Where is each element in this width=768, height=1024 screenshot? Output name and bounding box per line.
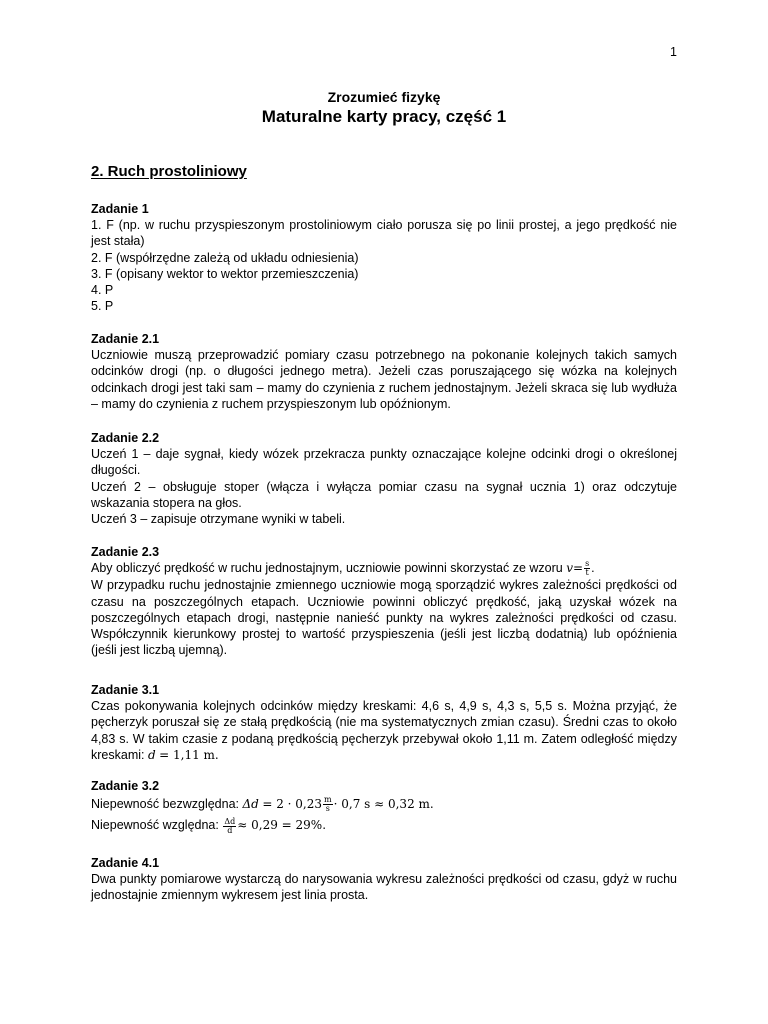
absolute-uncertainty-a: = 2 · 0,23 [262,797,323,812]
document-subtitle: Zrozumieć fizykę [327,89,441,105]
task-item: 2. F (współrzędne zależą od układu odniesienia) [91,250,359,265]
task-item: 5. P [91,299,114,314]
absolute-uncertainty-var: Δd [242,797,259,812]
task-title: Zadanie 3.1 [91,683,160,697]
task-item: 3. F (opisany wektor to wektor przemieszczenia) [91,266,359,281]
document-header [91,88,677,128]
absolute-uncertainty-label: Niepewność bezwzględna: [91,797,240,812]
task-3-2 [91,778,677,835]
task-line: Uczeń 2 – obsługuje stoper (włącza i wyłącza pomiar czasu na sygnał ucznia 1) oraz odczytuje wskazania stopera na głos. [91,479,677,510]
task-4-1 [91,855,677,904]
task-title: Zadanie 2.1 [91,332,160,346]
task-text: W przypadku ruchu jednostajnie zmiennego uczniowie mogą sporządzić wykres zależności prędkości od czasu na poszczególnych etapach. Uczniowie powinni obliczyć prędkość, jaką uzyskał wózek na poszczególnych etapach drogi, następnie nanieść punkty na wykres zależności prędkości od czasu. Współczynnik kierunkowy prostej to wartość przyspieszenia (jeśli jest liczbą dodatnią) lub opóźnienia (jeśli jest liczbą ujemną). [91,578,677,658]
task-text: Czas pokonywania kolejnych odcinków między kreskami: 4,6 s, 4,9 s, 4,3 s, 5,5 s. Można przyjąć, że pęcherzyk poruszał się ze stałą prędkością (nie ma systematycznych zmian czasu). Średni czas to około 4,83 s. W takim czasie z podaną prędkością pęcherzyk przebywał około 1,11 m. Zatem odległość między kreskami: [91,699,677,762]
unit-numerator: m [324,795,332,805]
task-text-block [91,698,677,763]
relative-fraction [223,818,236,835]
unit-denominator: s [325,804,330,814]
task-line: Uczeń 1 – daje sygnał, kiedy wózek przekracza punkty oznaczające kolejne odcinki drogi o określonej długości. [91,447,677,478]
task-item: 1. F (np. w ruchu przyspieszonym prostoliniowym ciało porusza się po linii prostej, a jego prędkość nie jest stała) [91,218,677,249]
task-title: Zadanie 2.3 [91,545,160,559]
result-value: = 1,11 m. [159,747,219,762]
task-text: Dwa punkty pomiarowe wystarczą do narysowania wykresu zależności prędkości od czasu, gdyż w ruchu jednostajnie zmiennym wykresem jest linia prosta. [91,872,677,903]
task-line: Uczeń 3 – zapisuje otrzymane wyniki w tabeli. [91,512,346,527]
task-intro-line [91,560,677,577]
formula-equals: = [573,561,584,576]
relative-uncertainty-line [91,817,677,834]
relative-denominator: d [227,825,233,835]
relative-numerator: Δd [224,816,236,826]
formula-period: . [591,561,595,576]
task-title: Zadanie 3.2 [91,779,160,793]
relative-uncertainty-label: Niepewność względna: [91,818,219,833]
absolute-uncertainty-b: · 0,7 s ≈ 0,32 m. [333,797,434,812]
formula-velocity: v [566,561,573,576]
relative-uncertainty-value: ≈ 0,29 = 29%. [237,818,327,833]
task-2-3 [91,544,677,658]
absolute-uncertainty-line [91,796,677,813]
task-2-2 [91,430,677,527]
task-title: Zadanie 1 [91,202,149,216]
task-1 [91,201,677,314]
formula-numerator: s [585,559,590,569]
task-intro: Aby obliczyć prędkość w ruchu jednostajnym, uczniowie powinni skorzystać ze wzoru [91,561,563,576]
unit-fraction [323,796,333,813]
task-text: Uczniowie muszą przeprowadzić pomiary czasu potrzebnego na pokonanie kolejnych takich samych odcinków drogi (np. o długości jednego metra). Jeżeli czas poruszającego się wózka na kolejnych odcinkach drogi jest taki sam – mamy do czynienia z ruchem jednostajnym. Jeżeli skraca się lub wydłuża – mamy do czynienia z ruchem przyspieszonym lub opóźnionym. [91,348,677,411]
result-variable: d [147,747,156,762]
task-2-1 [91,331,677,412]
task-title: Zadanie 2.2 [91,431,160,445]
document-title: Maturalne karty pracy, część 1 [261,107,507,126]
formula-fraction [584,560,590,577]
task-title: Zadanie 4.1 [91,856,160,870]
section-title: 2. Ruch prostoliniowy [91,163,247,180]
formula-denominator: t [585,568,589,578]
task-item: 4. P [91,283,114,298]
task-3-1 [91,682,677,763]
page-number: 1 [670,45,677,59]
